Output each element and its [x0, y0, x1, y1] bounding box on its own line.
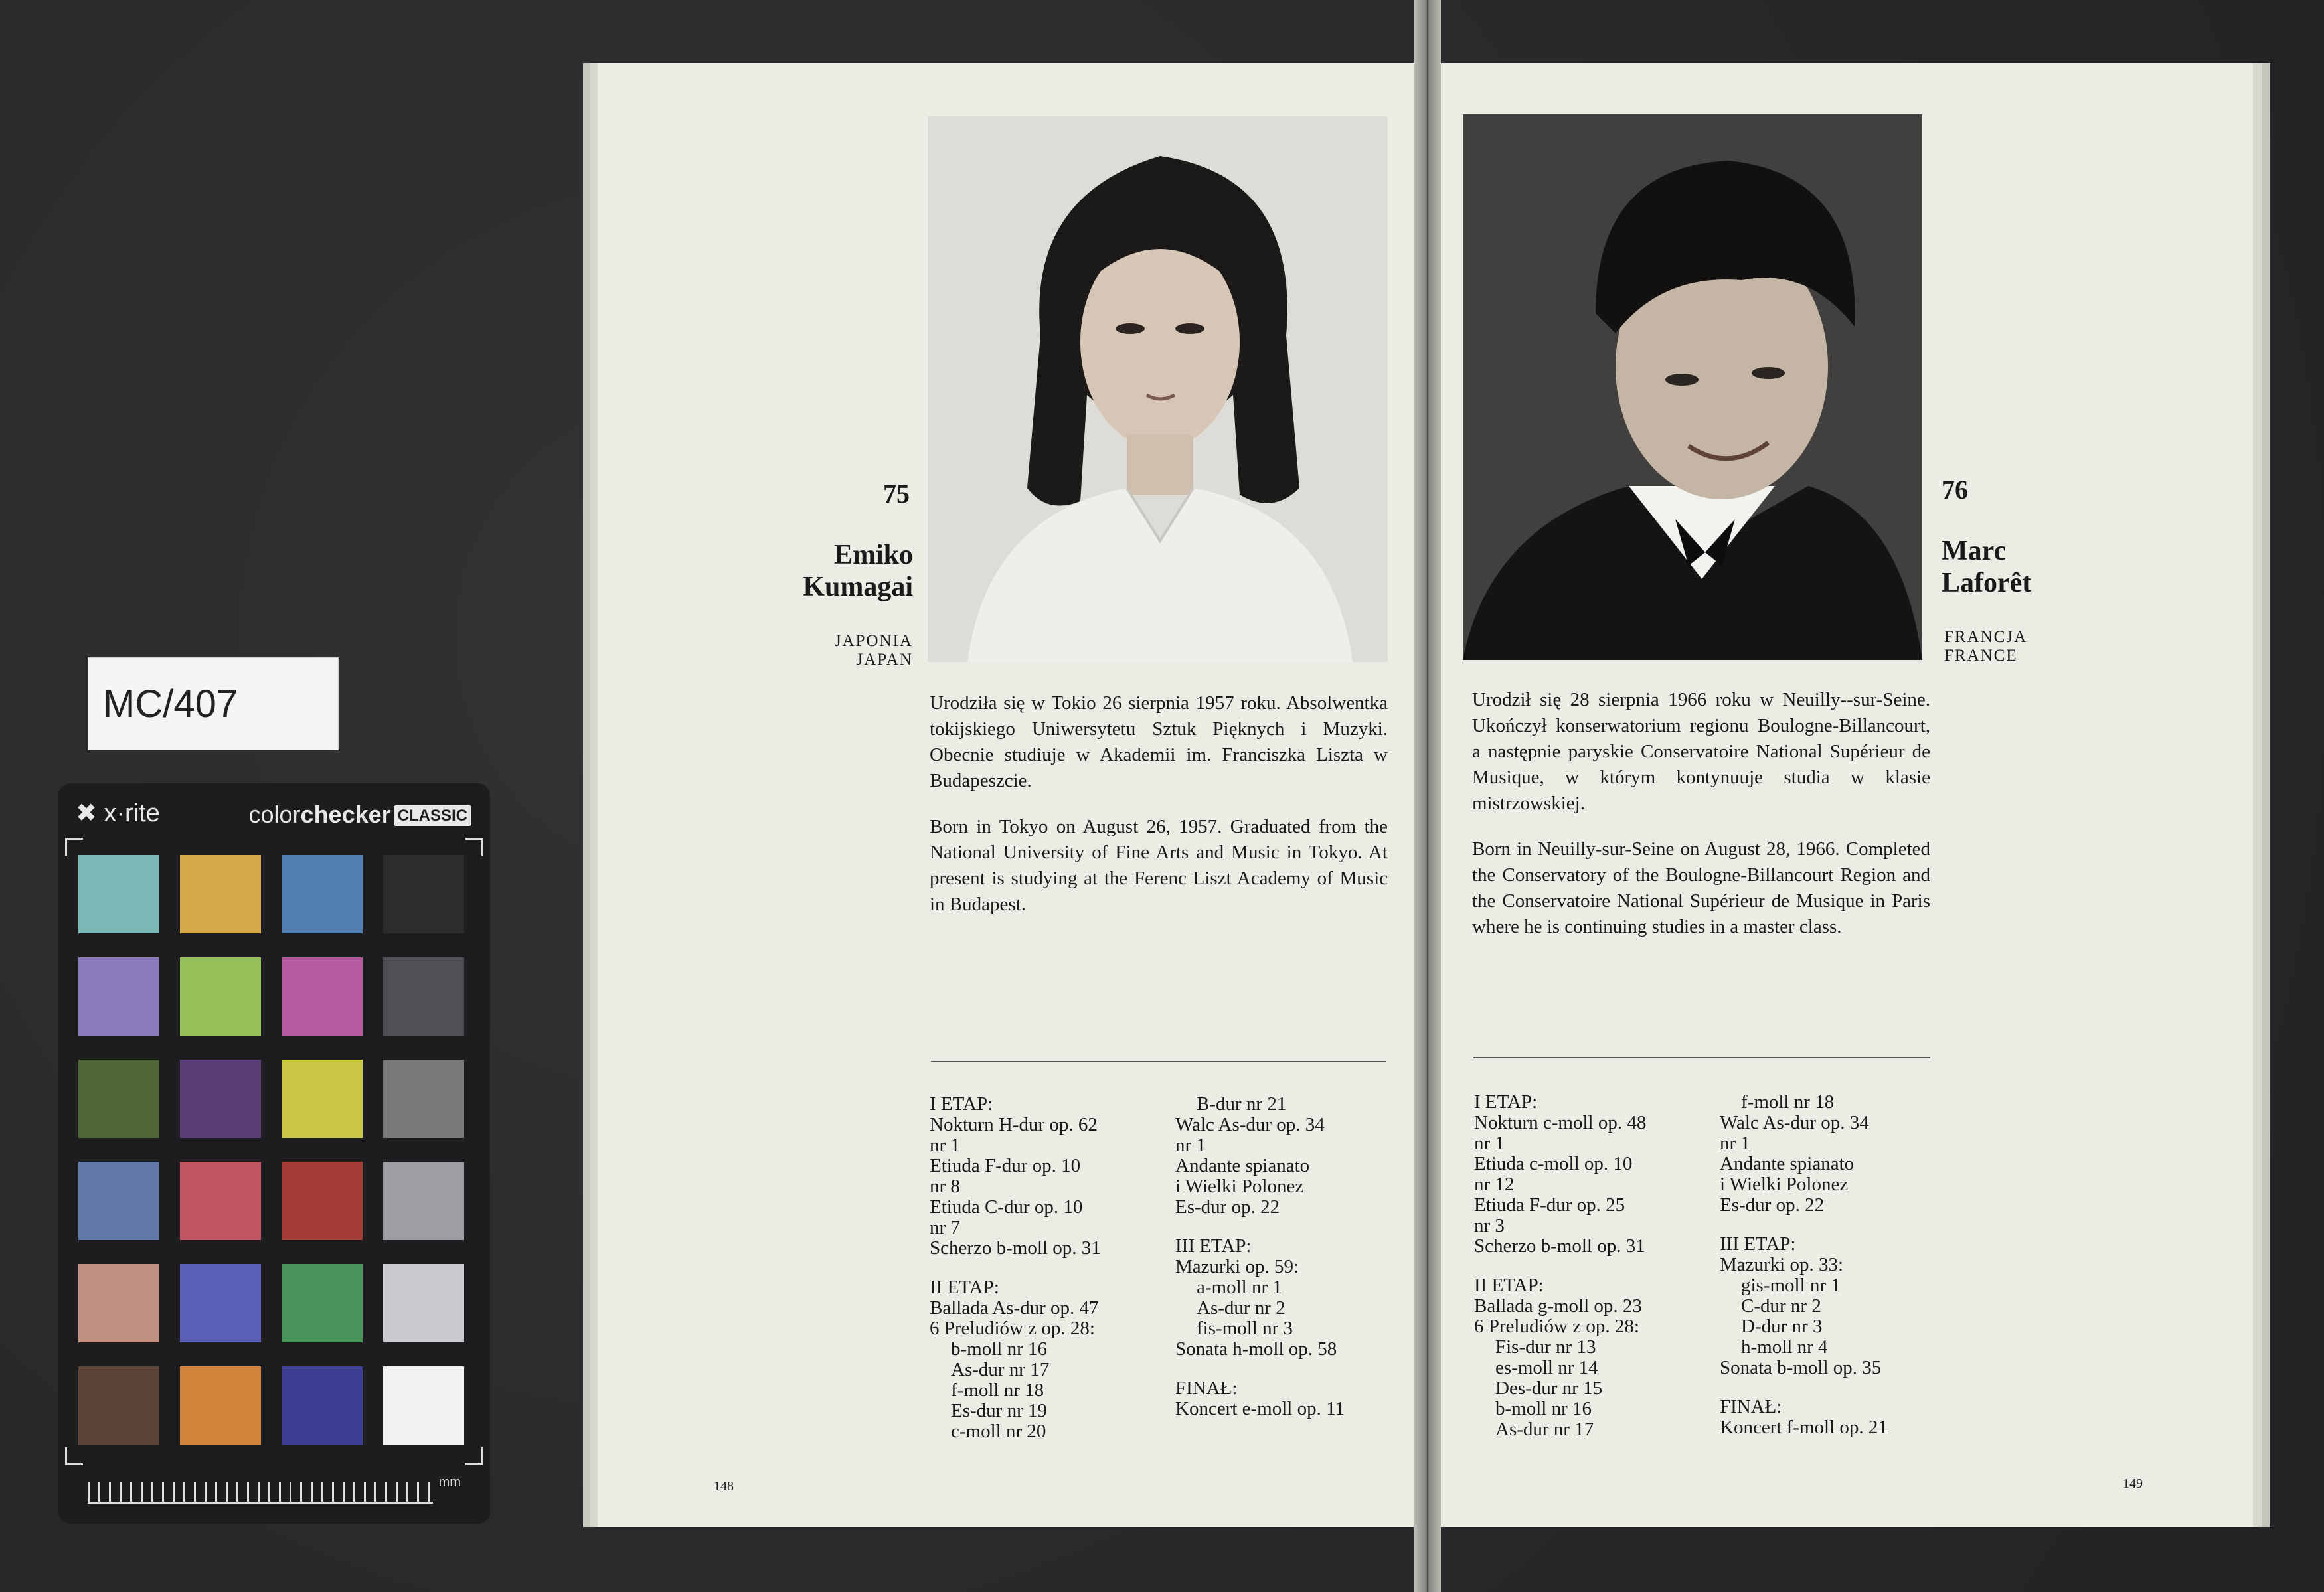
- colorchecker-title-light: color: [248, 801, 301, 828]
- repertoire-item: c-moll nr 20: [951, 1421, 1046, 1442]
- color-checker-card: [58, 783, 490, 1524]
- biography-english: Born in Neuilly-sur-Seine on August 28, 1966. Completed the Conservatory of the Boulogne-Billancourt Region and the Conservatoire National Supérieur de Musique in Paris where he is continuing studies in a master class.: [1472, 838, 1930, 937]
- repertoire-item: nr 8: [930, 1176, 960, 1197]
- mm-ruler: [88, 1469, 433, 1504]
- repertoire-item: Walc As-dur op. 34: [1720, 1112, 1869, 1133]
- repertoire-item: Etiuda C-dur op. 10: [930, 1196, 1083, 1218]
- repertoire-item: Andante spianato: [1175, 1155, 1310, 1176]
- color-swatch: [383, 1060, 464, 1138]
- book-gutter: [1414, 0, 1441, 1592]
- country-polish: FRANCJA: [1944, 628, 2028, 646]
- round-heading: FINAŁ:: [1175, 1378, 1238, 1399]
- repertoire-item: Ballada As-dur op. 47: [930, 1297, 1099, 1318]
- round-heading: III ETAP:: [1720, 1234, 1796, 1255]
- repertoire-item: Koncert e-moll op. 11: [1175, 1398, 1345, 1419]
- ruler-unit-label: mm: [438, 1475, 461, 1490]
- contestant-number: 75: [883, 479, 910, 509]
- color-swatch: [282, 855, 363, 933]
- repertoire-item: 6 Preludiów z op. 28:: [930, 1318, 1095, 1339]
- color-swatch: [180, 1060, 261, 1138]
- repertoire-item: fis-moll nr 3: [1197, 1318, 1293, 1339]
- repertoire-item: Andante spianato: [1720, 1153, 1855, 1174]
- repertoire-item: D-dur nr 3: [1741, 1316, 1823, 1337]
- repertoire-item: Ballada g-moll op. 23: [1474, 1295, 1642, 1316]
- color-swatch: [78, 855, 159, 933]
- contestant-country: [835, 632, 913, 669]
- repertoire-item: Des-dur nr 15: [1495, 1378, 1603, 1399]
- color-swatch: [383, 957, 464, 1036]
- country-english: JAPAN: [856, 651, 913, 669]
- first-name: Marc: [1942, 536, 2007, 566]
- repertoire-column-1: [930, 1094, 1155, 1442]
- crop-corner-icon: [65, 838, 83, 856]
- contestant-name: [1942, 535, 2031, 599]
- biography-english: Born in Tokyo on August 26, 1957. Graduated from the National University of Fine Arts and Music in Tokyo. At present is studying at the Ferenc Liszt Academy of Music in Budapest.: [930, 816, 1388, 915]
- biography-polish: Urodziła się w Tokio 26 sierpnia 1957 roku. Absolwentka tokijskiego Uniwersytetu Sztuk Pięknych i Muzyki. Obecnie studiuje w Akademii im. Franciszka Liszta w Budapeszcie.: [930, 692, 1388, 791]
- contestant-number: 76: [1942, 475, 1968, 505]
- country-english: FRANCE: [1944, 647, 2018, 665]
- color-swatch: [180, 1162, 261, 1240]
- portrait-photo-emiko-kumagai: [928, 116, 1388, 662]
- repertoire-item: i Wielki Polonez: [1175, 1176, 1304, 1197]
- repertoire-item: Mazurki op. 33:: [1720, 1254, 1844, 1275]
- section-divider: [1473, 1057, 1930, 1058]
- repertoire-item: b-moll nr 16: [951, 1338, 1047, 1360]
- color-swatch: [180, 1264, 261, 1342]
- color-swatch: [78, 1060, 159, 1138]
- repertoire-item: Etiuda F-dur op. 25: [1474, 1194, 1625, 1216]
- page-number: 149: [2123, 1476, 2143, 1491]
- round-heading: III ETAP:: [1175, 1235, 1252, 1257]
- color-swatch: [78, 1162, 159, 1240]
- repertoire-column-2: [1720, 1092, 1939, 1438]
- crop-corner-icon: [465, 1447, 483, 1465]
- color-swatch: [78, 1366, 159, 1445]
- color-swatch: [383, 1264, 464, 1342]
- repertoire-item: a-moll nr 1: [1197, 1277, 1282, 1298]
- repertoire-item: nr 1: [1175, 1135, 1206, 1156]
- last-name: Kumagai: [803, 572, 913, 602]
- spacer: [1720, 1378, 1939, 1397]
- colorchecker-title-bold: checker: [300, 801, 391, 828]
- repertoire-item: Es-dur op. 22: [1720, 1194, 1825, 1216]
- contestant-name: [803, 539, 913, 603]
- color-swatch: [383, 855, 464, 933]
- color-swatch: [383, 1366, 464, 1445]
- repertoire-column-2: [1175, 1094, 1394, 1419]
- repertoire-item: As-dur nr 2: [1197, 1297, 1286, 1318]
- color-swatch: [180, 855, 261, 933]
- repertoire-item: nr 1: [1474, 1133, 1505, 1154]
- repertoire-item: Es-dur nr 19: [951, 1400, 1047, 1421]
- repertoire-item: Fis-dur nr 13: [1495, 1336, 1596, 1358]
- spacer: [1720, 1216, 1939, 1234]
- repertoire-item: Sonata h-moll op. 58: [1175, 1338, 1337, 1360]
- color-swatch: [282, 1162, 363, 1240]
- color-swatch: [282, 1366, 363, 1445]
- spacer: [1175, 1218, 1394, 1236]
- repertoire-item: nr 7: [930, 1217, 960, 1238]
- spacer: [1474, 1257, 1700, 1275]
- repertoire-item: Walc As-dur op. 34: [1175, 1114, 1325, 1135]
- repertoire-item: nr 3: [1474, 1215, 1505, 1236]
- repertoire-item: gis-moll nr 1: [1741, 1275, 1841, 1296]
- crop-corner-icon: [65, 1447, 83, 1465]
- color-swatch: [282, 957, 363, 1036]
- repertoire-column-1: [1474, 1092, 1700, 1440]
- repertoire-item: f-moll nr 18: [1741, 1091, 1835, 1113]
- color-swatch: [180, 1366, 261, 1445]
- color-swatch: [180, 957, 261, 1036]
- colorchecker-title: [249, 801, 471, 829]
- last-name: Laforêt: [1942, 568, 2032, 598]
- repertoire-item: Es-dur op. 22: [1175, 1196, 1280, 1218]
- repertoire-item: h-moll nr 4: [1741, 1336, 1828, 1358]
- colorchecker-edition-badge: CLASSIC: [394, 805, 471, 826]
- repertoire-item: f-moll nr 18: [951, 1380, 1044, 1401]
- round-heading: II ETAP:: [930, 1277, 999, 1298]
- color-swatch: [78, 1264, 159, 1342]
- repertoire-item: C-dur nr 2: [1741, 1295, 1821, 1316]
- portrait-photo-marc-laforet: [1463, 114, 1922, 660]
- repertoire-item: Sonata b-moll op. 35: [1720, 1357, 1882, 1378]
- first-name: Emiko: [833, 540, 913, 570]
- color-swatch: [383, 1162, 464, 1240]
- repertoire-item: B-dur nr 21: [1197, 1093, 1287, 1115]
- round-heading: I ETAP:: [1474, 1091, 1538, 1113]
- round-heading: FINAŁ:: [1720, 1396, 1782, 1417]
- repertoire-item: Scherzo b-moll op. 31: [930, 1237, 1101, 1259]
- repertoire-item: es-moll nr 14: [1495, 1357, 1598, 1378]
- repertoire-item: As-dur nr 17: [1495, 1419, 1594, 1440]
- repertoire-item: nr 1: [1720, 1133, 1750, 1154]
- repertoire-item: Mazurki op. 59:: [1175, 1256, 1299, 1277]
- xrite-brand-text: x·rite: [104, 799, 160, 827]
- repertoire-item: Koncert f-moll op. 21: [1720, 1417, 1888, 1438]
- repertoire-item: 6 Preludiów z op. 28:: [1474, 1316, 1639, 1337]
- spacer: [930, 1259, 1155, 1277]
- repertoire-item: As-dur nr 17: [951, 1359, 1050, 1380]
- color-swatch: [78, 957, 159, 1036]
- crop-corner-icon: [465, 838, 483, 856]
- repertoire-item: nr 1: [930, 1135, 960, 1156]
- section-divider: [931, 1061, 1386, 1062]
- biography: [930, 690, 1388, 937]
- repertoire-item: nr 12: [1474, 1174, 1515, 1195]
- repertoire-item: b-moll nr 16: [1495, 1398, 1592, 1419]
- repertoire-item: Etiuda c-moll op. 10: [1474, 1153, 1633, 1174]
- repertoire-item: i Wielki Polonez: [1720, 1174, 1849, 1195]
- repertoire-item: Etiuda F-dur op. 10: [930, 1155, 1081, 1176]
- contestant-country: [1944, 628, 2027, 665]
- color-swatch: [282, 1060, 363, 1138]
- color-swatch: [282, 1264, 363, 1342]
- page-number: 148: [714, 1479, 734, 1494]
- country-polish: JAPONIA: [834, 632, 913, 650]
- biography-polish: Urodził się 28 sierpnia 1966 roku w Neuilly--sur-Seine. Ukończył konserwatorium regionu Boulogne-Billancourt, a następnie paryskie Conservatoire National Supérieur de Musique, w którym kontynuuje studia w klasie mistrzowskiej.: [1472, 689, 1930, 814]
- biography: [1472, 687, 1930, 960]
- repertoire-item: Scherzo b-moll op. 31: [1474, 1235, 1645, 1257]
- xrite-logo: [76, 798, 160, 828]
- archive-label-text: MC/407: [103, 682, 238, 726]
- archive-label: [88, 657, 339, 750]
- xrite-x-icon: ✖: [76, 799, 97, 827]
- color-swatch-grid: [78, 855, 470, 1439]
- repertoire-item: Nokturn H-dur op. 62: [930, 1114, 1098, 1135]
- repertoire-item: Nokturn c-moll op. 48: [1474, 1112, 1647, 1133]
- round-heading: I ETAP:: [930, 1093, 993, 1115]
- round-heading: II ETAP:: [1474, 1275, 1544, 1296]
- spacer: [1175, 1360, 1394, 1378]
